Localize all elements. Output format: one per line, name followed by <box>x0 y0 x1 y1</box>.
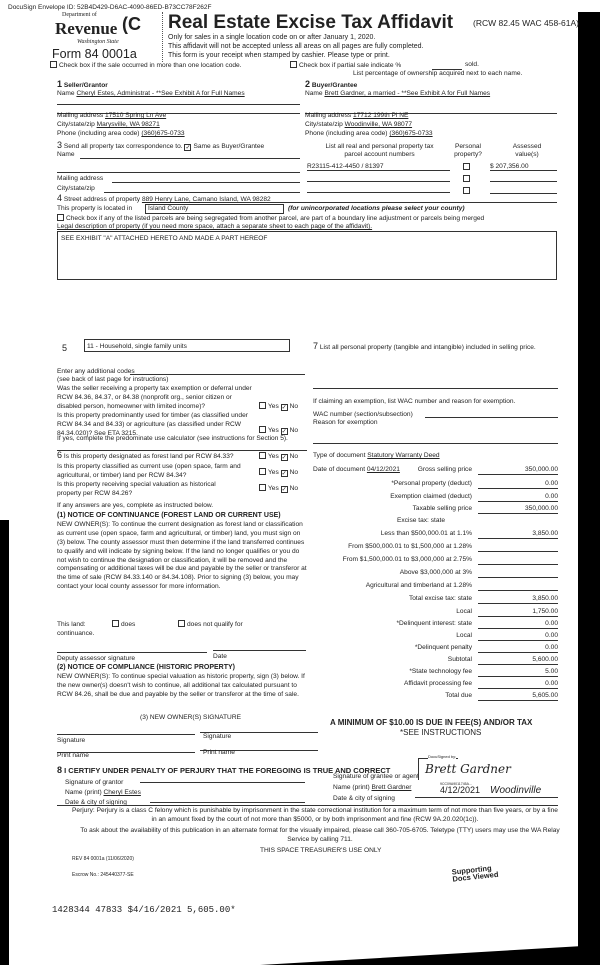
seller-name-line <box>57 97 300 105</box>
sec3-name-input[interactable] <box>80 151 300 159</box>
deputy-date-input[interactable] <box>213 643 306 651</box>
grantor-signature-label: Signature of grantor <box>65 779 124 786</box>
docusigned-by: DocuSigned by: <box>428 754 457 759</box>
question-current-use: Is this property classified as current use (open space, farm and agricultural, or timber) land per RCW 84.34? <box>57 463 241 479</box>
legal-description: SEE EXHIBIT "A" ATTACHED HERETO AND MADE A PART HEREOF <box>61 235 268 242</box>
page-title: Real Estate Excise Tax Affidavit <box>168 12 454 33</box>
envelope-id: DocuSign Envelope ID: 52B4D429-D6AC-4090-86ED-B73CC78F262F <box>8 4 212 11</box>
assessed-header: Assessed <box>512 143 542 150</box>
reason-input[interactable] <box>313 436 558 444</box>
fee-value[interactable]: 5,600.00 <box>478 656 558 665</box>
assessed-value-3[interactable] <box>490 186 557 194</box>
wac-input[interactable] <box>425 410 558 418</box>
seller-heading: Seller/Grantor <box>63 82 108 89</box>
fee-value[interactable]: 350,000.00 <box>478 466 558 475</box>
sec3-city-input[interactable] <box>104 185 300 193</box>
yes-label: Yes <box>268 453 279 460</box>
fee-value[interactable]: 0.00 <box>478 620 558 629</box>
current-use-yes-no[interactable]: Yes ✓ No <box>259 468 298 477</box>
buyer-heading: Buyer/Grantee <box>311 82 358 89</box>
exemption-note: If claiming an exemption, list WAC number and reason for exemption. <box>313 398 516 405</box>
parcel-header: List all real and personal property tax <box>325 143 434 150</box>
fee-label: Exemption claimed (deduct) <box>390 493 472 500</box>
grantor-name-label: Name (print) <box>65 789 102 796</box>
fee-value[interactable]: 0.00 <box>478 480 558 489</box>
divider <box>57 798 558 806</box>
additional-codes-input[interactable] <box>130 367 305 375</box>
section-7-number: 7 <box>313 341 319 351</box>
timber-yes-no[interactable]: Yes ✓ No <box>259 426 298 435</box>
no-label: No <box>289 453 299 460</box>
signing-city[interactable]: Woodinville <box>490 785 542 796</box>
buyer-name-label: Name <box>305 90 323 97</box>
street-label: Street address of property <box>63 196 141 203</box>
partial-sale-label: Check box if partial sale indicate % <box>299 62 402 69</box>
notice-compliance-title: (2) NOTICE OF COMPLIANCE (HISTORIC PROPERTY) <box>57 664 235 671</box>
this-land-label: This land: <box>57 621 86 628</box>
fee-value[interactable]: 0.00 <box>478 493 558 502</box>
fee-value[interactable] <box>478 569 558 578</box>
no-label: No <box>289 403 299 410</box>
street-line <box>200 195 557 203</box>
seller-mail[interactable]: 17510 Spring Ln Ave <box>105 112 167 119</box>
revision-number: REV 84 0001a (11/06/2020) <box>72 856 134 862</box>
parcel-header-2: parcel account numbers <box>344 150 415 158</box>
grantee-date-city-label: Date & city of signing <box>333 795 395 802</box>
treasurer-use-note: THIS SPACE TREASURER'S USE ONLY <box>260 847 382 854</box>
yes-label: Yes <box>268 469 279 476</box>
question-historic: Is this property receiving special valuation as historical property per RCW 84.26? <box>57 481 216 497</box>
assessed-value: $ 207,356.00 <box>490 163 529 170</box>
same-as-buyer-checkbox[interactable]: ✓ <box>185 145 191 151</box>
supporting-docs-stamp: Supporting Docs Viewed <box>451 863 499 884</box>
form-number: Form 84 0001a <box>52 47 137 61</box>
see-instructions: *SEE INSTRUCTIONS <box>400 728 482 737</box>
personal-property-checkbox-2[interactable] <box>463 175 470 182</box>
deputy-signature-input[interactable] <box>57 645 207 653</box>
fee-value[interactable] <box>478 543 558 552</box>
scan-edge-left <box>0 520 9 965</box>
fee-label: Agricultural and timberland at 1.28% <box>365 582 472 589</box>
fee-value[interactable]: 350,000.00 <box>478 505 558 514</box>
signature-label: Signature <box>57 737 86 744</box>
seller-city[interactable]: Marysville, WA 98271 <box>96 121 160 128</box>
notice-continuance-title: (1) NOTICE OF CONTINUANCE (FOREST LAND OR CURRENT USE) <box>57 512 281 519</box>
title-ref: (RCW 82.45 WAC 458-61A) <box>473 18 579 28</box>
certify-text: I CERTIFY UNDER PENALTY OF PERJURY THAT THE FOREGOING IS TRUE AND CORRECT <box>64 766 391 775</box>
fee-value[interactable] <box>478 556 558 565</box>
located-label: This property is located in <box>57 205 133 212</box>
print-name-label-2: Print name <box>203 749 235 756</box>
parcel-row-2[interactable] <box>307 174 450 182</box>
grantor-name[interactable]: Cheryl Estes <box>103 789 141 796</box>
buyer-mail-label: Mailing address <box>305 112 352 119</box>
docusign-hash: 9CC09A9011745A... <box>440 782 472 786</box>
subtitle-1: Only for sales in a single location code on or after January 1, 2020. <box>168 34 376 41</box>
fee-value[interactable]: 3,850.00 <box>478 530 558 539</box>
fee-label: Taxable selling price <box>412 505 472 512</box>
fee-value[interactable]: 3,850.00 <box>478 595 558 604</box>
parcel-number: R23115-412-4450 / 81397 <box>307 163 384 170</box>
legal-label: Legal description of property (if you need more space, attach a separate sheet to each page of the affidavit). <box>57 223 373 230</box>
buyer-city[interactable]: Woodinville, WA 98077 <box>344 121 413 128</box>
section-3-number: 3 <box>57 140 63 150</box>
grantee-signature[interactable]: Brett Gardner <box>425 762 511 776</box>
sec3-name-label: Name <box>57 151 75 158</box>
historic-yes-no[interactable]: Yes ✓ No <box>259 484 298 493</box>
seller-phone-label: Phone (including area code) <box>57 130 140 137</box>
personal-property-input[interactable] <box>313 381 558 389</box>
partial-sale-checkbox[interactable] <box>290 61 401 70</box>
fee-label: *Personal property (deduct) <box>391 480 472 487</box>
does-checkbox[interactable] <box>112 620 135 629</box>
scan-edge-right <box>578 12 600 952</box>
assessed-value-2[interactable] <box>490 174 557 182</box>
section-2-number: 2 <box>305 79 311 89</box>
fee-label: Excise tax: state <box>396 517 445 524</box>
personal-header: Personal <box>454 143 482 150</box>
scan-edge-bottom <box>260 945 600 965</box>
fee-label: *Delinquent penalty <box>414 644 472 651</box>
fee-value[interactable]: 5.00 <box>478 668 558 677</box>
question-exemption: Was the seller receiving a property tax exemption or deferral under RCW 84.36, 84.37, or 84.38 (nonprofit org., senior citizen or disabled person, homeowner with limited income)? <box>57 385 252 410</box>
exemption-yes-no[interactable]: Yes ✓ No <box>259 402 298 411</box>
section-4-number: 4 <box>57 193 63 203</box>
does-not-label: does not qualify for <box>187 621 243 628</box>
personal-property-checkbox-1[interactable] <box>463 163 470 170</box>
fee-value[interactable]: 0.00 <box>478 680 558 689</box>
personal-property-checkbox-3[interactable] <box>463 187 470 194</box>
deputy-label: Deputy assessor signature <box>57 655 136 662</box>
buyer-phone-label: Phone (including area code) <box>305 130 388 137</box>
fee-label: *Delinquent interest: state <box>396 620 472 627</box>
signature-label-2: Signature <box>203 733 232 740</box>
divider <box>162 12 163 62</box>
wac-label: WAC number (section/subsection) <box>313 411 413 418</box>
list-percentage-note: List percentage of ownership acquired next to each name. <box>353 70 523 77</box>
seller-name[interactable]: Cheryl Estes, Administrat - **See Exhibit A for Full Names <box>76 90 245 97</box>
county-note: (for unincorporated locations please select your county) <box>288 205 465 212</box>
fee-value[interactable]: 1,750.00 <box>478 608 558 617</box>
fee-label: Affidavit processing fee <box>403 680 472 687</box>
legal-description-field[interactable] <box>57 231 557 280</box>
sec3-mail-input[interactable] <box>112 175 300 183</box>
perjury-notice: Perjury: Perjury is a class C felony which is punishable by imprisonment in the state correctional institution for a maximum term of not more than five years, or by a fine in an amount fixed by the court of not more than $5000, or by both imprisonment and fine (RCW 9A.20.020(1c)). <box>72 807 558 823</box>
logo-name: Revenue <box>55 19 118 38</box>
see-back-note: (see back of last page for instructions) <box>57 376 169 383</box>
reason-label: Reason for exemption <box>313 419 378 426</box>
logo-state: Washington State <box>77 39 119 45</box>
yes-label: Yes <box>268 427 279 434</box>
buyer-mail[interactable]: 17712 199th Pl NE <box>353 112 409 119</box>
buyer-city-label: City/state/zip <box>305 121 343 128</box>
fee-label: Total excise tax: state <box>408 595 472 602</box>
minimum-due-notice: A MINIMUM OF $10.00 IS DUE IN FEE(S) AND/OR TAX <box>330 718 533 727</box>
seller-phone[interactable]: (360)675-0733 <box>141 130 185 137</box>
seller-mail-label: Mailing address <box>57 112 104 119</box>
does-label: does <box>121 621 136 628</box>
fee-label: Gross selling price <box>417 466 472 473</box>
escrow-number: Escrow No.: 245440377-SE <box>72 872 134 878</box>
segregated-label: Check box if any of the listed parcels are being segregated from another parcel, are part of a boundary line adjustment or parcels being merged <box>66 215 485 222</box>
county-value: Island County <box>148 205 189 212</box>
grantor-signature-input[interactable] <box>140 775 305 783</box>
logo-icon: (C <box>122 14 141 34</box>
forest-yes-no[interactable]: Yes ✓ No <box>259 452 298 461</box>
doc-date[interactable]: 04/12/2021 <box>366 466 400 473</box>
grantee-date-city-line <box>415 790 558 798</box>
assessed-header-2: value(s) <box>515 150 539 158</box>
fee-label: Above $3,000,000 at 3% <box>399 569 472 576</box>
if-yes-note: If any answers are yes, complete as instructed below. <box>57 502 214 509</box>
segregated-checkbox[interactable] <box>57 214 484 223</box>
grantor-date-city-label: Date & city of signing <box>65 799 127 806</box>
fee-label: Local <box>456 632 472 639</box>
same-as-buyer-label: Same as Buyer/Grantee <box>193 143 265 150</box>
receipt-stamp: 1428344 47833 $4/16/2021 5,605.00* <box>52 905 236 915</box>
assessed-value-1[interactable] <box>490 163 557 171</box>
grantee-name-label: Name (print) <box>333 784 370 791</box>
fee-value[interactable]: 5,605.00 <box>478 692 558 701</box>
new-owner-signature-title: (3) NEW OWNER(S) SIGNATURE <box>140 714 241 721</box>
sec3-mail-label: Mailing address <box>57 175 104 182</box>
doc-date-label: Date of document <box>313 466 366 473</box>
land-use-code-select[interactable] <box>84 339 290 352</box>
buyer-name[interactable]: Brett Gardner, a married - **See Exhibit A for Full Names <box>324 90 491 97</box>
no-label: No <box>289 485 299 492</box>
personal-header-2: property? <box>454 150 482 158</box>
subtitle-3: This form is your receipt when stamped by cashier. Please type or print. <box>168 52 390 59</box>
owner-signature-1[interactable] <box>57 727 195 735</box>
fee-label: Total due <box>445 692 472 699</box>
section-6-number: 6 <box>57 450 63 460</box>
does-not-checkbox[interactable] <box>178 620 243 629</box>
county-select[interactable] <box>145 204 284 214</box>
fee-label: Subtotal <box>447 656 472 663</box>
signing-date[interactable]: 4/12/2021 <box>440 785 481 795</box>
predominate-use-note: If yes, complete the predominate use calculator (see instructions for Section 5). <box>57 435 288 442</box>
section-5-number: 5 <box>62 343 68 353</box>
fee-value[interactable]: 0.00 <box>478 644 558 653</box>
buyer-phone[interactable]: (360)675-0733 <box>389 130 433 137</box>
fee-value[interactable] <box>478 582 558 591</box>
sold-label: sold. <box>465 61 479 68</box>
multi-location-label: Check box if the sale occurred in more than one location code. <box>59 62 242 69</box>
parcel-row-1[interactable] <box>307 163 450 171</box>
subtitle-2: This affidavit will not be accepted unless all areas on all pages are fully completed. <box>168 43 424 50</box>
section-1-number: 1 <box>57 79 63 89</box>
fee-value[interactable]: 0.00 <box>478 632 558 641</box>
land-use-code: 11 - Household, single family units <box>87 343 187 350</box>
seller-city-label: City/state/zip <box>57 121 95 128</box>
fee-label: Local <box>456 608 472 615</box>
additional-codes-label: Enter any additional codes <box>57 368 135 375</box>
doc-type-label: Type of document <box>313 452 366 459</box>
yes-label: Yes <box>268 403 279 410</box>
section-8-number: 8 <box>57 765 63 775</box>
continuance-label: continuance. <box>57 630 95 637</box>
fee-label: Less than $500,000.01 at 1.1% <box>380 530 472 537</box>
alternate-format-notice: To ask about the availability of this publication in an alternate format for the visually impaired, please call 360-705-6705. Teletype (TTY) users may use the WA Relay Service by calling 711. <box>80 827 560 843</box>
question-timber: Is this property predominantly used for timber (as classified under RCW 84.34 and 84.33) or agriculture (as classified under RCW 84.34.020)? See ETA 3215. <box>57 412 248 437</box>
seller-name-label: Name <box>57 90 75 97</box>
grantee-name[interactable]: Brett Gardner <box>371 784 412 791</box>
personal-property-question: List all personal property (tangible and intangible) included in selling price. <box>319 344 536 351</box>
date-label: Date <box>213 653 227 660</box>
no-label: No <box>289 469 299 476</box>
grantee-signature-label: Signature of grantee or agent <box>333 773 419 780</box>
doc-type[interactable]: Statutory Warranty Deed <box>367 452 440 459</box>
owner-signature-2[interactable] <box>200 725 318 733</box>
notice-continuance-text: NEW OWNER(S): To continue the current designation as forest land or classification as current use (open space, farm and agricultural, or timber) land, you must sign on (3) below. The county assessor must then determine if the land transferred continues to qualify and will indicate by signing below. If the land no longer qualifies or you do not wish to continue the designation or classification, it will be removed and the compensating or additional taxes will be due and payable by the seller or transferor at the time of sale (RCW 84.33.140 or 84.34.108). Prior to signing (3) below, you may contact your local county assessor for more information. <box>57 521 307 591</box>
parcel-row-3[interactable] <box>307 185 450 193</box>
sec3-name-input-2[interactable] <box>57 165 300 173</box>
yes-label: Yes <box>268 485 279 492</box>
street-address[interactable]: 889 Henry Lane, Camano Island, WA 98282 <box>141 196 271 203</box>
logo-dept: Department of <box>62 12 97 18</box>
fee-label: From $1,500,000.01 to $3,000,000 at 2.75% <box>342 556 472 563</box>
fee-label: From $500,000.01 to $1,500,000 at 1.28% <box>348 543 472 550</box>
fee-label: *State technology fee <box>409 668 472 675</box>
print-name-label: Print name <box>57 752 89 759</box>
no-label: No <box>289 427 299 434</box>
multi-location-checkbox[interactable] <box>50 61 242 70</box>
section-3-text: Send all property tax correspondence to. <box>63 143 183 150</box>
partial-sale-percent-input[interactable] <box>432 62 462 70</box>
sec3-city-label: City/state/zip <box>57 185 95 192</box>
question-forest: Is this property designated as forest land per RCW 84.33? <box>63 453 234 460</box>
notice-compliance-text: NEW OWNER(S): To continue special valuation as historic property, sign (3) below. If the new owner(s) doesn't wish to continue, all additional tax calculated pursuant to RCW 84.26, shall be due and payable by the seller or transferor at the time of sale. <box>57 673 305 698</box>
